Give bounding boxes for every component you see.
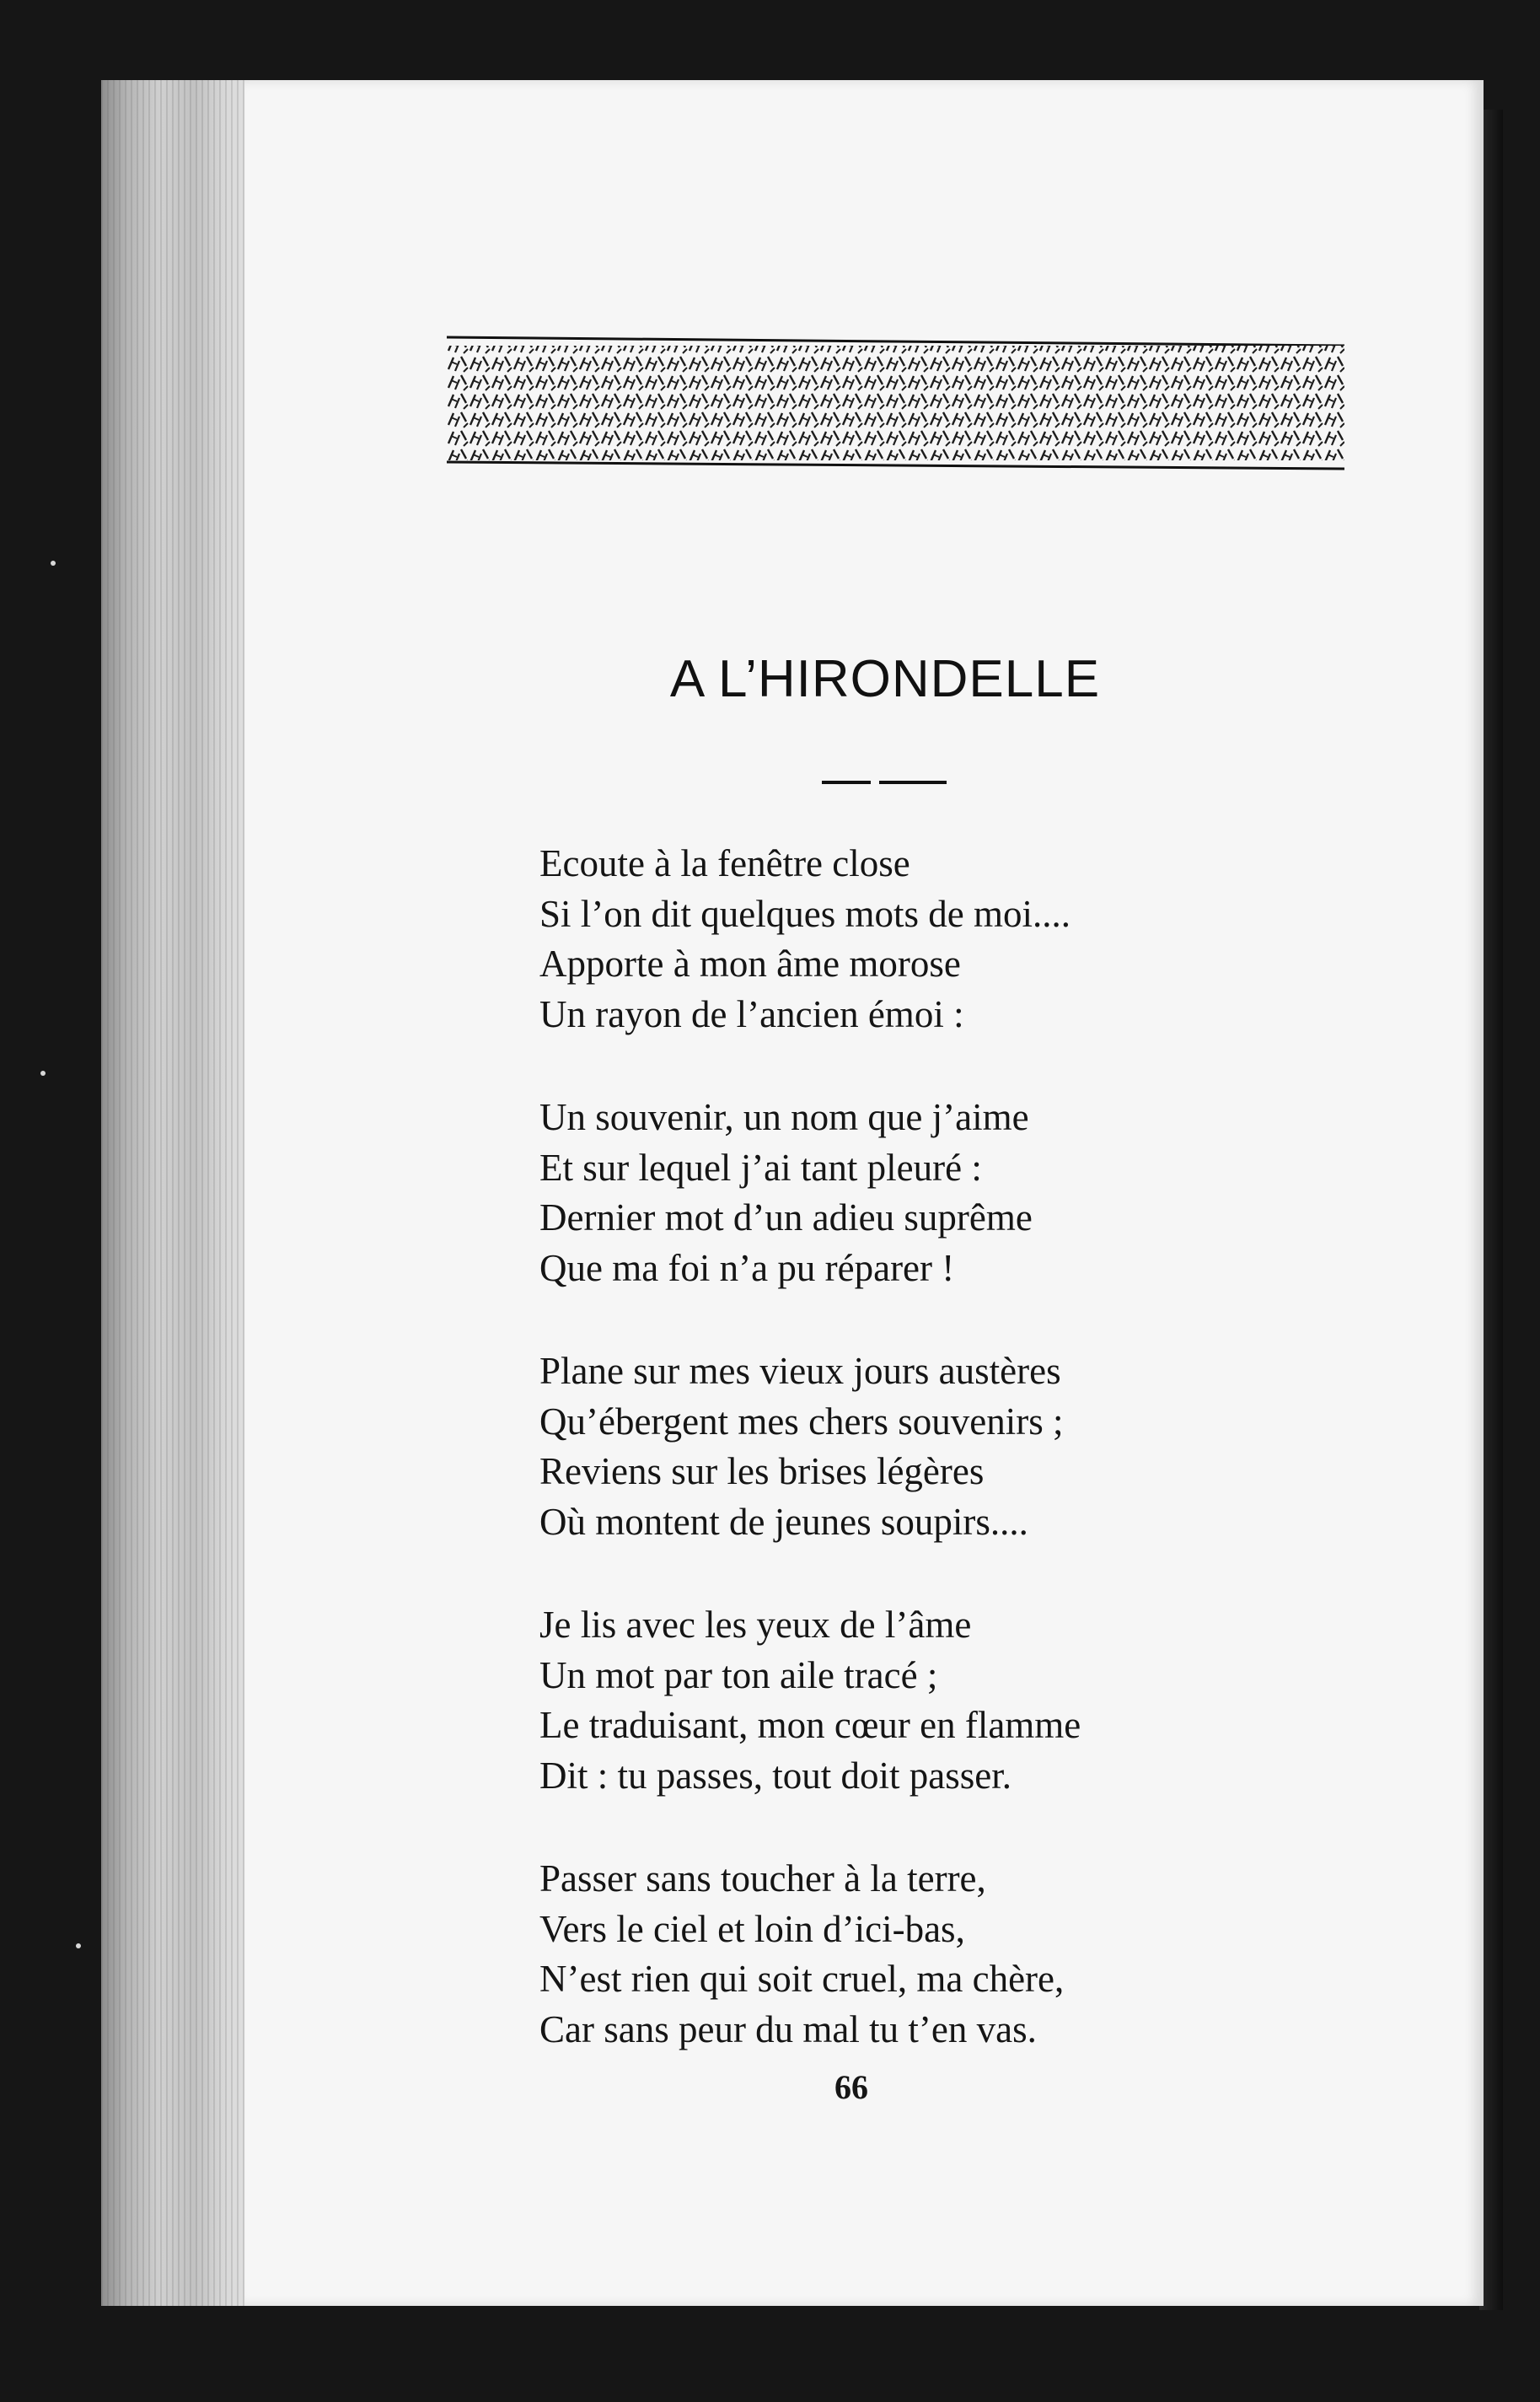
- verse-line: Apporte à mon âme morose: [539, 943, 961, 985]
- dust-speck: [51, 561, 56, 566]
- stanza: [539, 1093, 1239, 1293]
- verse-line: Un souvenir, un nom que j’aime: [539, 1096, 1029, 1138]
- verse-line: Si l’on dit quelques mots de moi....: [539, 892, 1070, 935]
- stanza: [539, 1854, 1239, 2055]
- verse-line: Je lis avec les yeux de l’âme: [539, 1604, 972, 1646]
- verse-line: Dernier mot d’un adieu suprême: [539, 1196, 1033, 1239]
- poem-body: [539, 839, 1239, 2108]
- verse-line: Où montent de jeunes soupirs....: [539, 1500, 1028, 1543]
- verse-line: Un rayon de l’ancien émoi :: [539, 992, 964, 1035]
- verse-line: Ecoute à la fenêtre close: [539, 842, 910, 884]
- verse-line: Plane sur mes vieux jours austères: [539, 1350, 1061, 1392]
- page-number: 66: [834, 2068, 868, 2106]
- verse-line: Un mot par ton aile tracé ;: [539, 1653, 938, 1696]
- verse-line: Car sans peur du mal tu t’en vas.: [539, 2007, 1037, 2050]
- verse-line: Dit : tu passes, tout doit passer.: [539, 1754, 1011, 1797]
- stanza: [539, 1346, 1239, 1547]
- verse-line: N’est rien qui soit cruel, ma chère,: [539, 1958, 1065, 2000]
- verse-line: Que ma foi n’a pu réparer !: [539, 1246, 955, 1289]
- dust-speck: [40, 1071, 46, 1076]
- dust-speck: [76, 1943, 81, 1948]
- stanza: [539, 1600, 1239, 1801]
- poem-title: A L’HIRONDELLE: [669, 650, 1101, 708]
- verse-line: Vers le ciel et loin d’ici-bas,: [539, 1907, 965, 1950]
- verse-line: Passer sans toucher à la terre,: [539, 1857, 986, 1900]
- stanza: [539, 839, 1239, 1040]
- verse-line: Reviens sur les brises légères: [539, 1450, 985, 1492]
- decorative-header-ornament: [447, 336, 1344, 470]
- verse-line: Et sur lequel j’ai tant pleuré :: [539, 1146, 982, 1189]
- verse-line: Le traduisant, mon cœur en flamme: [539, 1704, 1081, 1746]
- verse-line: Qu’ébergent mes chers souvenirs ;: [539, 1400, 1064, 1443]
